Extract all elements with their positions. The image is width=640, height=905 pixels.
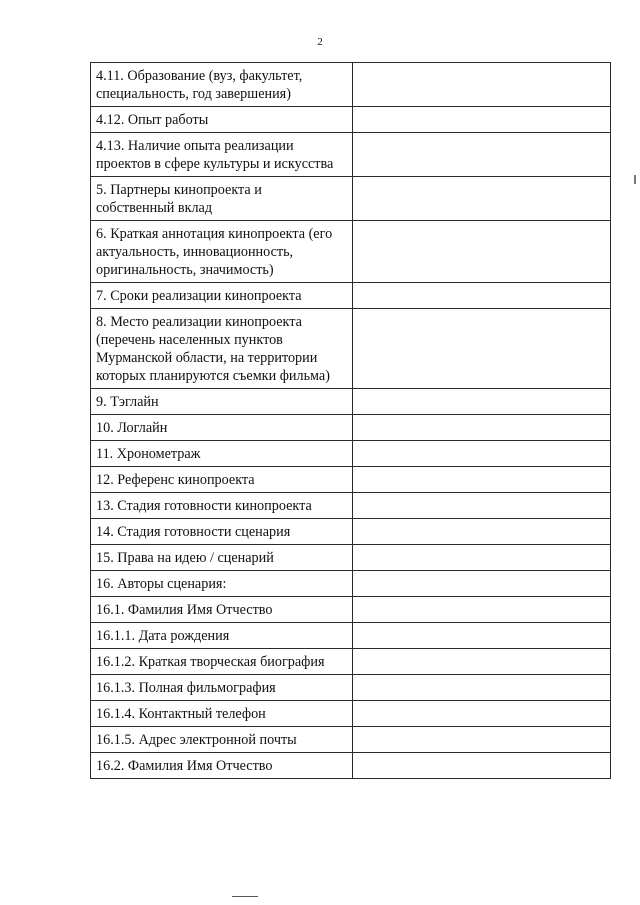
field-value-cell[interactable] <box>353 221 611 283</box>
field-label-line: 16.1.1. Дата рождения <box>96 628 230 644</box>
field-label-line: проектов в сфере культуры и искусства <box>96 156 334 172</box>
field-label <box>91 309 353 389</box>
field-label-line: 9. Тэглайн <box>96 394 159 410</box>
field-label <box>91 571 353 597</box>
table-row <box>91 519 611 545</box>
field-label-line: специальность, год завершения) <box>96 86 291 102</box>
field-label <box>91 107 353 133</box>
field-label-line: которых планируются съемки фильма) <box>96 368 330 384</box>
field-label-line: Мурманской области, на территории <box>96 350 318 366</box>
table-row <box>91 283 611 309</box>
field-label-line: 10. Логлайн <box>96 420 168 436</box>
table-row <box>91 597 611 623</box>
field-label-line: 6. Краткая аннотация кинопроекта (его <box>96 226 333 242</box>
field-label <box>91 63 353 107</box>
table-row <box>91 133 611 177</box>
field-label <box>91 221 353 283</box>
field-label <box>91 283 353 309</box>
table-row <box>91 309 611 389</box>
field-label-line: 16.2. Фамилия Имя Отчество <box>96 758 273 774</box>
field-value-cell[interactable] <box>353 133 611 177</box>
field-label-line: 5. Партнеры кинопроекта и <box>96 182 262 198</box>
field-label <box>91 467 353 493</box>
field-label <box>91 493 353 519</box>
table-row <box>91 727 611 753</box>
field-value-cell[interactable] <box>353 177 611 221</box>
field-value-cell[interactable] <box>353 545 611 571</box>
field-label-line: 13. Стадия готовности кинопроекта <box>96 498 312 514</box>
field-label <box>91 177 353 221</box>
field-label <box>91 415 353 441</box>
field-value-cell[interactable] <box>353 389 611 415</box>
field-label <box>91 133 353 177</box>
table-row <box>91 571 611 597</box>
field-value-cell[interactable] <box>353 753 611 779</box>
table-row <box>91 441 611 467</box>
field-label <box>91 675 353 701</box>
field-value-cell[interactable] <box>353 63 611 107</box>
field-value-cell[interactable] <box>353 727 611 753</box>
field-value-cell[interactable] <box>353 415 611 441</box>
field-value-cell[interactable] <box>353 623 611 649</box>
field-label <box>91 545 353 571</box>
table-row <box>91 415 611 441</box>
application-form-table <box>90 62 611 779</box>
table-row <box>91 649 611 675</box>
field-label-line: 11. Хронометраж <box>96 446 201 462</box>
field-value-cell[interactable] <box>353 571 611 597</box>
field-label-line: актуальность, инновационность, <box>96 244 294 260</box>
field-label-line: 16.1.5. Адрес электронной почты <box>96 732 297 748</box>
field-value-cell[interactable] <box>353 649 611 675</box>
field-label-line: 16.1. Фамилия Имя Отчество <box>96 602 273 618</box>
field-label-line: 8. Место реализации кинопроекта <box>96 314 302 330</box>
field-label-line: 16.1.4. Контактный телефон <box>96 706 266 722</box>
table-row <box>91 389 611 415</box>
field-label <box>91 701 353 727</box>
table-row <box>91 545 611 571</box>
field-label-line: 15. Права на идею / сценарий <box>96 550 274 566</box>
scan-bottom-mark <box>232 896 258 897</box>
field-label <box>91 389 353 415</box>
field-label-line: собственный вклад <box>96 200 213 216</box>
scan-edge-mark <box>634 175 636 184</box>
field-label <box>91 649 353 675</box>
field-value-cell[interactable] <box>353 519 611 545</box>
field-label-line: 7. Сроки реализации кинопроекта <box>96 288 302 304</box>
table-row <box>91 221 611 283</box>
field-label-line: 4.12. Опыт работы <box>96 112 209 128</box>
field-label-line: 16.1.3. Полная фильмография <box>96 680 276 696</box>
table-row <box>91 623 611 649</box>
field-value-cell[interactable] <box>353 701 611 727</box>
field-label-line: оригинальность, значимость) <box>96 262 274 278</box>
table-row <box>91 467 611 493</box>
field-label-line: (перечень населенных пунктов <box>96 332 283 348</box>
field-label <box>91 441 353 467</box>
field-value-cell[interactable] <box>353 597 611 623</box>
field-value-cell[interactable] <box>353 441 611 467</box>
field-value-cell[interactable] <box>353 493 611 519</box>
field-value-cell[interactable] <box>353 283 611 309</box>
field-label <box>91 597 353 623</box>
table-row <box>91 753 611 779</box>
field-label-line: 16. Авторы сценария: <box>96 576 227 592</box>
field-label-line: 4.11. Образование (вуз, факультет, <box>96 68 303 84</box>
table-row <box>91 177 611 221</box>
field-label <box>91 753 353 779</box>
field-label-line: 14. Стадия готовности сценария <box>96 524 291 540</box>
field-label-line: 4.13. Наличие опыта реализации <box>96 138 294 154</box>
field-value-cell[interactable] <box>353 309 611 389</box>
table-row <box>91 107 611 133</box>
page-number: 2 <box>317 36 323 48</box>
table-row <box>91 63 611 107</box>
field-label <box>91 519 353 545</box>
field-label <box>91 727 353 753</box>
field-value-cell[interactable] <box>353 675 611 701</box>
table-row <box>91 701 611 727</box>
table-row <box>91 493 611 519</box>
field-value-cell[interactable] <box>353 467 611 493</box>
field-label <box>91 623 353 649</box>
table-row <box>91 675 611 701</box>
field-label-line: 16.1.2. Краткая творческая биография <box>96 654 325 670</box>
field-label-line: 12. Референс кинопроекта <box>96 472 255 488</box>
field-value-cell[interactable] <box>353 107 611 133</box>
form-table-body <box>91 63 611 779</box>
